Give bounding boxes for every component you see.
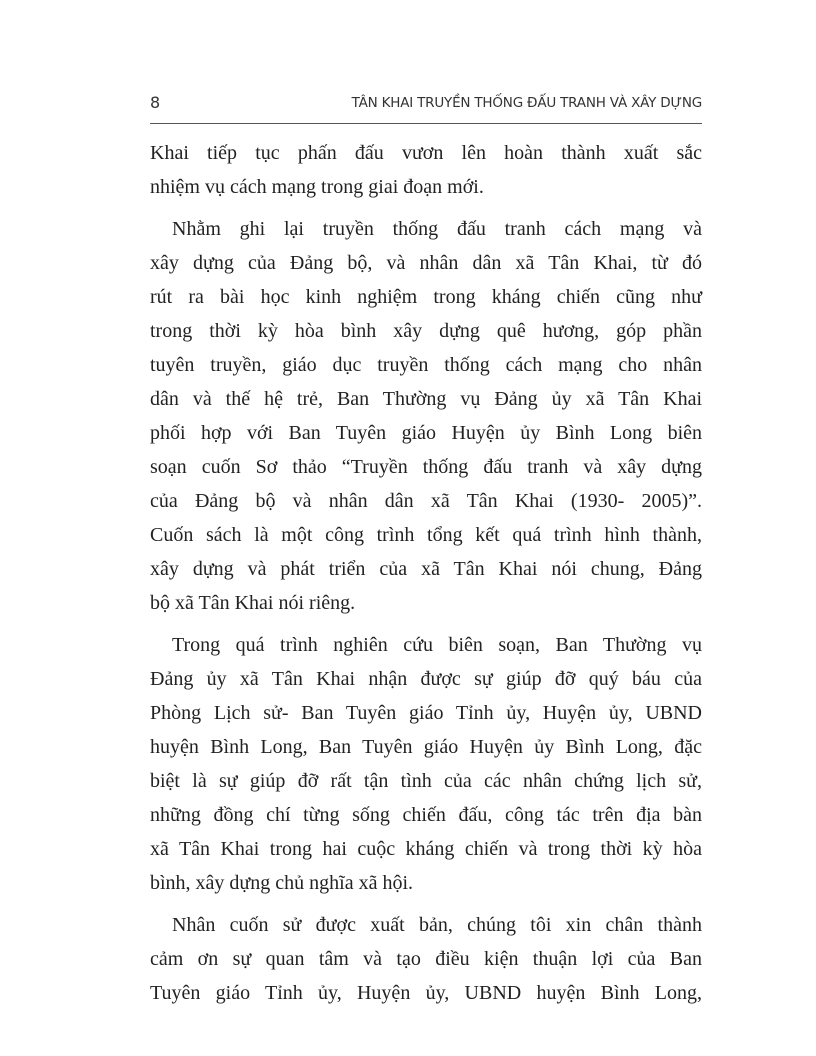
running-title: TÂN KHAI TRUYỀN THỐNG ĐẤU TRANH VÀ XÂY DỰNG [351,95,702,111]
text-line: xây dựng và phát triển của xã Tân Khai nói chung, Đảng [150,558,702,580]
text-line: xã Tân Khai trong hai cuộc kháng chiến và trong thời kỳ hòa [150,838,702,860]
text-line: Khai tiếp tục phấn đấu vươn lên hoàn thành xuất sắc [150,142,702,164]
text-line: bình, xây dựng chủ nghĩa xã hội. [150,872,414,894]
text-line: trong thời kỳ hòa bình xây dựng quê hương, góp phần [150,320,702,342]
paragraph [150,212,702,620]
text-line: Đảng ủy xã Tân Khai nhận được sự giúp đỡ quý báu của [150,668,702,690]
text-line: Cuốn sách là một công trình tổng kết quá trình hình thành, [150,524,702,546]
page-number: 8 [150,93,161,112]
text-line: soạn cuốn Sơ thảo “Truyền thống đấu tranh và xây dựng [150,456,702,478]
text-line: cảm ơn sự quan tâm và tạo điều kiện thuận lợi của Ban [150,948,702,970]
text-line: Trong quá trình nghiên cứu biên soạn, Ban Thường vụ [172,634,702,656]
header-rule [150,123,702,124]
text-line: Nhằm ghi lại truyền thống đấu tranh cách mạng và [172,218,702,240]
paragraph [150,628,702,900]
paragraph [150,908,702,1010]
text-line: Nhân cuốn sử được xuất bản, chúng tôi xin chân thành [172,914,702,936]
running-header [150,93,702,117]
text-line: Tuyên giáo Tỉnh ủy, Huyện ủy, UBND huyện Bình Long, [150,982,702,1004]
text-line: của Đảng bộ và nhân dân xã Tân Khai (1930- 2005)”. [150,490,702,512]
text-line: Phòng Lịch sử- Ban Tuyên giáo Tỉnh ủy, Huyện ủy, UBND [150,702,702,724]
text-line: dân và thế hệ trẻ, Ban Thường vụ Đảng ủy xã Tân Khai [150,388,702,410]
text-line: rút ra bài học kinh nghiệm trong kháng chiến cũng như [150,286,702,308]
text-line: tuyên truyền, giáo dục truyền thống cách mạng cho nhân [150,354,702,376]
text-line: bộ xã Tân Khai nói riêng. [150,592,356,614]
text-line: huyện Bình Long, Ban Tuyên giáo Huyện ủy Bình Long, đặc [150,736,702,758]
text-line: nhiệm vụ cách mạng trong giai đoạn mới. [150,176,484,198]
page-body [150,136,702,1018]
text-line: những đồng chí từng sống chiến đấu, công tác trên địa bàn [150,804,702,826]
text-line: biệt là sự giúp đỡ rất tận tình của các nhân chứng lịch sử, [150,770,702,792]
paragraph [150,136,702,204]
text-line: phối hợp với Ban Tuyên giáo Huyện ủy Bình Long biên [150,422,702,444]
text-line: xây dựng của Đảng bộ, và nhân dân xã Tân Khai, từ đó [150,252,702,274]
